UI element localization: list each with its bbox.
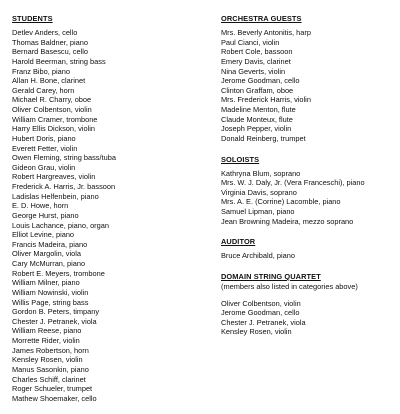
orchestra-guests-section — [221, 14, 396, 144]
list-item: Harold Beerman, string bass — [12, 56, 106, 66]
domain-quartet-note: (members also listed in categories above) — [221, 281, 358, 291]
orchestra-guests-heading: ORCHESTRA GUESTS — [221, 14, 302, 23]
list-item: Mathew Shoemaker, cello — [12, 393, 97, 403]
domain-quartet-section — [221, 272, 396, 337]
list-item: Robert E. Meyers, trombone — [12, 268, 105, 278]
list-item: Mrs. Frederick Harris, violin — [221, 95, 311, 105]
list-item: Louis Lachance, piano, organ — [12, 220, 109, 230]
auditor-section — [221, 237, 396, 261]
auditor-heading: AUDITOR — [221, 237, 256, 247]
domain-quartet-list — [221, 299, 396, 338]
list-item: Virginia Davis, soprano — [221, 187, 297, 197]
list-item: Chester J. Petranek, viola — [12, 316, 97, 326]
list-item: Joseph Pepper, violin — [221, 124, 292, 134]
list-item: James Robertson, horn — [12, 345, 89, 355]
list-item: Franz Bibo, piano — [12, 66, 70, 76]
left-column — [12, 14, 212, 414]
list-item: Thomas Baldner, piano — [12, 37, 89, 47]
list-item: Emery Davis, clarinet — [221, 56, 291, 66]
list-item: Nina Geverts, violin — [221, 66, 286, 76]
list-item: Michael R. Charry, oboe — [12, 95, 92, 105]
list-item: Manus Sasonkin, piano — [12, 364, 89, 374]
list-item: Hubert Doris, piano — [12, 133, 76, 143]
list-item: Cary McMurran, piano — [12, 259, 86, 268]
students-list — [12, 28, 212, 403]
list-item: Morrette Rider, violin — [12, 336, 80, 345]
list-item: Willis Page, string bass — [12, 297, 89, 307]
soloists-section — [221, 155, 396, 227]
list-item: E. D. Howe, horn — [12, 201, 69, 211]
list-item: Mrs. Beverly Antonitis, harp — [221, 28, 311, 37]
list-item: Elliot Levine, piano — [12, 230, 75, 240]
list-item: Kensley Rosen, violin — [221, 327, 292, 337]
list-item: Oliver Colbentson, violin — [12, 105, 92, 114]
list-item: Bernard Basescu, cello — [12, 47, 88, 57]
orchestra-guests-list — [221, 28, 396, 144]
list-item: Gordon B. Peters, timpany — [12, 307, 100, 317]
list-item: George Hurst, piano — [12, 210, 79, 220]
students-section — [12, 14, 212, 403]
list-item: Ladislas Helfenbein, piano — [12, 191, 99, 201]
list-item: Jean Browning Madeira, mezzo soprano — [221, 216, 354, 226]
list-item: Claude Monteux, flute — [221, 114, 293, 124]
list-item: Kathryna Blum, soprano — [221, 168, 301, 178]
list-item: Oliver Colbentson, violin — [221, 298, 301, 308]
list-item: Robert Hargreaves, violin — [12, 172, 96, 182]
domain-quartet-heading: DOMAIN STRING QUARTET — [221, 271, 321, 281]
list-item: Gerald Carey, horn — [12, 85, 75, 95]
list-item: Paul Cianci, violin — [221, 37, 280, 47]
list-item: Clinton Graffam, oboe — [221, 85, 294, 95]
list-item: Mrs. W. J. Daly, Jr. (Vera Franceschi), piano — [221, 178, 365, 188]
auditor-list — [221, 251, 396, 261]
list-item: Madeline Menton, flute — [221, 105, 296, 114]
list-item: William Cramer, trombone — [12, 114, 98, 124]
list-item: Jerome Goodman, cello — [221, 76, 300, 86]
list-item: Donald Reinberg, trumpet — [221, 133, 306, 143]
list-item: William Nowinski, violin — [12, 287, 89, 297]
list-item: Roger Schueler, trumpet — [12, 384, 93, 394]
soloists-list — [221, 169, 396, 227]
right-column — [221, 14, 396, 348]
list-item: William Milner, piano — [12, 278, 80, 288]
list-item: Kensley Rosen, violin — [12, 355, 83, 365]
list-item: Allan H. Bone, clarinet — [12, 76, 86, 86]
list-item: Robert Cole, bassoon — [221, 47, 293, 57]
list-item: Harry Ellis Dickson, violin — [12, 124, 95, 134]
list-item: Bruce Archibald, piano — [221, 251, 295, 261]
list-item: Frederick A. Harris, Jr. bassoon — [12, 182, 116, 191]
list-item: William Reese, piano — [12, 326, 82, 336]
list-item: Owen Fleming, string bass/tuba — [12, 153, 116, 163]
students-heading: STUDENTS — [12, 14, 53, 23]
list-item: Chester J. Petranek, viola — [221, 317, 306, 327]
list-item: Detlev Anders, cello — [12, 28, 78, 37]
list-item: Jerome Goodman, cello — [221, 308, 300, 318]
list-item: Everett Fetter, violin — [12, 143, 78, 153]
list-item: Oliver Margolin, viola — [12, 249, 82, 259]
list-item: Francis Madeira, piano — [12, 239, 88, 249]
soloists-heading: SOLOISTS — [221, 154, 260, 164]
list-item: Gideon Grau, violin — [12, 162, 76, 172]
list-item: Charles Schiff, clarinet — [12, 374, 86, 384]
list-item: Samuel Lipman, piano — [221, 207, 295, 216]
list-item: Mrs. A. E. (Corrine) Lacomble, piano — [221, 197, 341, 207]
